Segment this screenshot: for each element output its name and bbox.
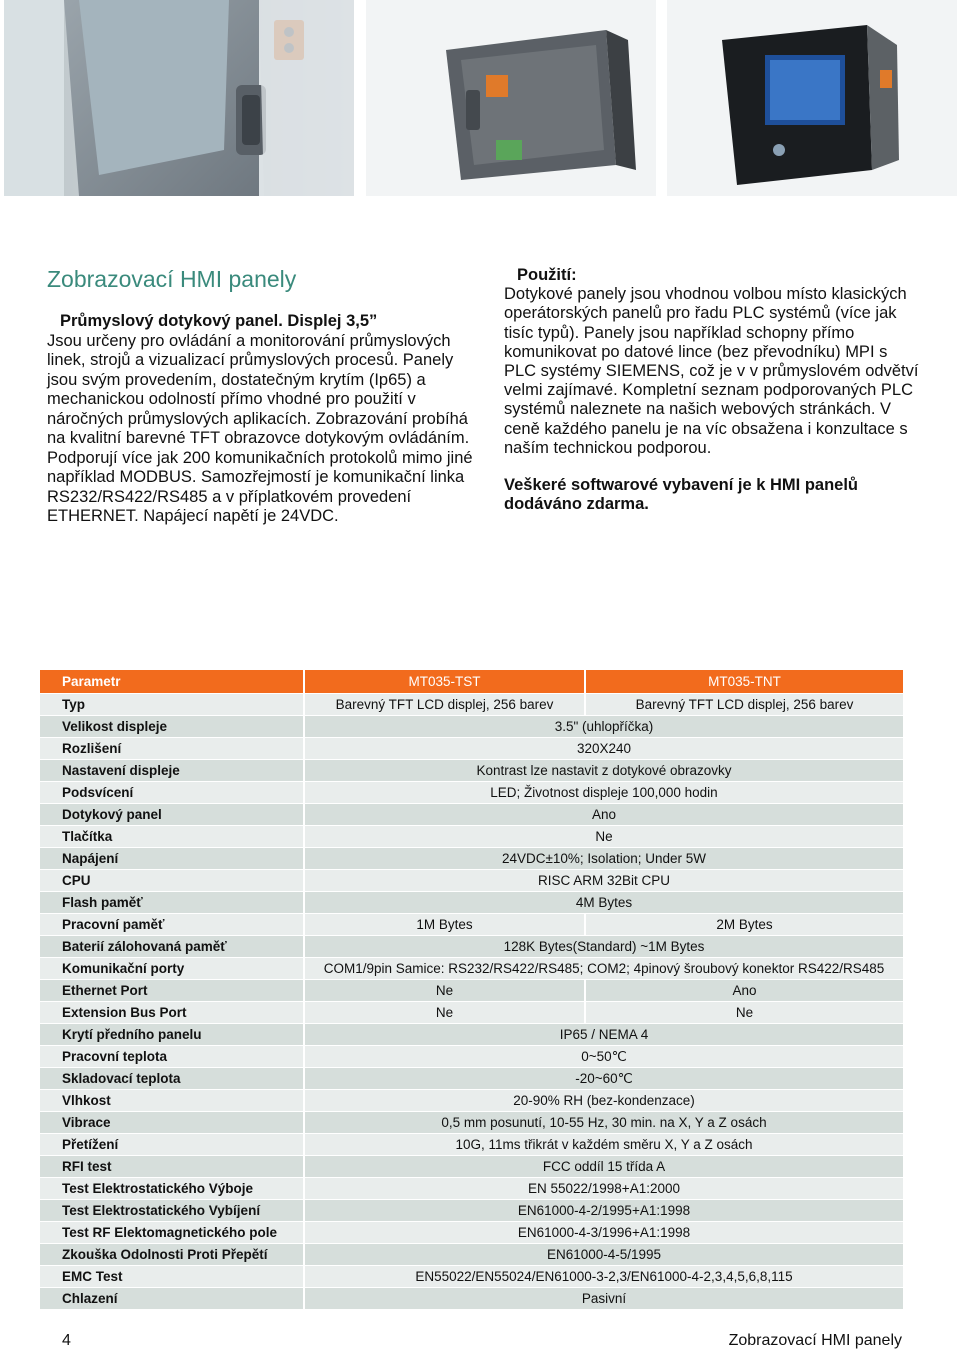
table-row — [40, 1244, 904, 1266]
parameter-value: -20~60℃ — [304, 1068, 904, 1090]
hmi-panel-side-photo — [4, 0, 354, 196]
table-row — [40, 826, 904, 848]
parameter-label: RFI test — [40, 1156, 304, 1178]
parameter-value: Ne — [585, 1002, 904, 1024]
page-title: Zobrazovací HMI panely — [47, 266, 297, 292]
parameter-value: EN55022/EN55024/EN61000-3-2,3/EN61000-4-2,3,4,5,6,8,115 — [304, 1266, 904, 1288]
table-row — [40, 980, 904, 1002]
parameter-label: Rozlišení — [40, 738, 304, 760]
table-row — [40, 958, 904, 980]
table-row — [40, 738, 904, 760]
parameter-label: Typ — [40, 694, 304, 716]
header-cell: MT035-TST — [304, 670, 585, 694]
table-row — [40, 1288, 904, 1310]
parameter-value: Ne — [304, 980, 585, 1002]
parameter-value: Kontrast lze nastavit z dotykové obrazovky — [304, 760, 904, 782]
table-row — [40, 694, 904, 716]
table-row — [40, 1200, 904, 1222]
table-row — [40, 1024, 904, 1046]
hmi-panel-back-photo — [366, 0, 656, 196]
parameter-label: Flash paměť — [40, 892, 304, 914]
table-row — [40, 1002, 904, 1024]
parameter-value: IP65 / NEMA 4 — [304, 1024, 904, 1046]
parameter-value: Barevný TFT LCD displej, 256 barev — [304, 694, 585, 716]
parameter-label: CPU — [40, 870, 304, 892]
parameter-value: Ne — [304, 1002, 585, 1024]
parameter-value: EN 55022/1998+A1:2000 — [304, 1178, 904, 1200]
parameter-value: LED; Životnost displeje 100,000 hodin — [304, 782, 904, 804]
parameter-label: Pracovní teplota — [40, 1046, 304, 1068]
parameter-value: 24VDC±10%; Isolation; Under 5W — [304, 848, 904, 870]
parameter-label: Extension Bus Port — [40, 1002, 304, 1024]
header-cell: MT035-TNT — [585, 670, 904, 694]
parameter-label: Skladovací teplota — [40, 1068, 304, 1090]
parameter-value: 0,5 mm posunutí, 10-55 Hz, 30 min. na X, Y a Z osách — [304, 1112, 904, 1134]
parameter-label: Tlačítka — [40, 826, 304, 848]
table-row — [40, 848, 904, 870]
parameter-label: Chlazení — [40, 1288, 304, 1310]
parameter-value: 2M Bytes — [585, 914, 904, 936]
parameter-value: Ano — [304, 804, 904, 826]
table-header — [40, 670, 904, 694]
parameter-label: Podsvícení — [40, 782, 304, 804]
parameter-value: 10G, 11ms třikrát v každém směru X, Y a Z osách — [304, 1134, 904, 1156]
table-row — [40, 936, 904, 958]
parameter-value: Barevný TFT LCD displej, 256 barev — [585, 694, 904, 716]
spec-table — [40, 670, 905, 1310]
footer-title: Zobrazovací HMI panely — [728, 1332, 902, 1349]
table-row — [40, 1068, 904, 1090]
parameter-label: Dotykový panel — [40, 804, 304, 826]
parameter-label: Krytí předního panelu — [40, 1024, 304, 1046]
table-row — [40, 1134, 904, 1156]
table-row — [40, 1046, 904, 1068]
parameter-label: Zkouška Odolnosti Proti Přepětí — [40, 1244, 304, 1266]
parameter-value: EN61000-4-5/1995 — [304, 1244, 904, 1266]
table-row — [40, 1156, 904, 1178]
table-row — [40, 1112, 904, 1134]
parameter-label: EMC Test — [40, 1266, 304, 1288]
parameter-value: FCC oddíl 15 třída A — [304, 1156, 904, 1178]
usage-text — [504, 266, 924, 514]
parameter-value: 20-90% RH (bez-kondenzace) — [304, 1090, 904, 1112]
parameter-value: Pasivní — [304, 1288, 904, 1310]
parameter-label: Velikost displeje — [40, 716, 304, 738]
parameter-value: EN61000-4-3/1996+A1:1998 — [304, 1222, 904, 1244]
parameter-label: Test Elektrostatického Výboje — [40, 1178, 304, 1200]
parameter-label: Vibrace — [40, 1112, 304, 1134]
parameter-label: Pracovní paměť — [40, 914, 304, 936]
parameter-value: 4M Bytes — [304, 892, 904, 914]
table-row — [40, 782, 904, 804]
intro-body: Jsou určeny pro ovládání a monitorování průmyslových linek, strojů a vizualizací průmyslových procesů. Panely jsou svým provedením, dostatečným krytím (Ip65) a mechanickou odolností přímo vhodné pro použití v náročných průmyslových aplikacích. Zobrazování probíhá na kvalitní barevné TFT obrazovce dotykovým ovládáním. Podporují více jak 200 komunikačních protokolů mimo jiné například MODBUS. Samozřejmostí je komunikační linka RS232/RS422/RS485 a v příplatkovém provedení ETHERNET. Napájecí napětí je 24VDC. — [47, 331, 473, 525]
software-note: Veškeré softwarové vybavení je k HMI panelů dodáváno zdarma. — [504, 476, 858, 514]
usage-body: Dotykové panely jsou vhodnou volbou místo klasických operátorských panelů pro řadu PLC systémů (více jak tisíc typů). Panely jsou například schopny přímo komunikovat po datové lince (bez převodníku) MPI s PLC systémy SIEMENS, což je v v průmyslovém odvětví velmi zajímavé. Kompletní seznam podporovaných PLC systémů naleznete na našich webových stránkách. V ceně každého panelu je na víc obsažena i konzultace s naším technickou podporou. — [504, 285, 919, 457]
parameter-label: Nastavení displeje — [40, 760, 304, 782]
parameter-value: Ne — [304, 826, 904, 848]
table-row — [40, 1090, 904, 1112]
table-row — [40, 870, 904, 892]
parameter-label: Ethernet Port — [40, 980, 304, 1002]
parameter-value: RISC ARM 32Bit CPU — [304, 870, 904, 892]
parameter-label: Komunikační porty — [40, 958, 304, 980]
parameter-value: 3.5" (uhlopříčka) — [304, 716, 904, 738]
table-row — [40, 760, 904, 782]
parameter-label: Test Elektrostatického Vybíjení — [40, 1200, 304, 1222]
table-row — [40, 1266, 904, 1288]
parameter-value: 0~50℃ — [304, 1046, 904, 1068]
usage-heading: Použití: — [517, 266, 577, 284]
parameter-value: Ano — [585, 980, 904, 1002]
parameter-label: Napájení — [40, 848, 304, 870]
parameter-label: Baterií zálohovaná paměť — [40, 936, 304, 958]
parameter-value: 1M Bytes — [304, 914, 585, 936]
hmi-panel-front-photo — [667, 0, 957, 196]
parameter-label: Vlhkost — [40, 1090, 304, 1112]
table-row — [40, 804, 904, 826]
parameter-label: Přetížení — [40, 1134, 304, 1156]
page-number: 4 — [62, 1332, 71, 1349]
table-row — [40, 716, 904, 738]
parameter-label: Test RF Elektomagnetického pole — [40, 1222, 304, 1244]
intro-text — [47, 312, 487, 527]
parameter-value: EN61000-4-2/1995+A1:1998 — [304, 1200, 904, 1222]
table-row — [40, 1222, 904, 1244]
table-row — [40, 914, 904, 936]
header-cell: Parametr — [40, 670, 304, 694]
parameter-value: 128K Bytes(Standard) ~1M Bytes — [304, 936, 904, 958]
intro-lead: Průmyslový dotykový panel. Displej 3,5” — [60, 312, 378, 330]
table-row — [40, 892, 904, 914]
parameter-value: 320X240 — [304, 738, 904, 760]
table-row — [40, 1178, 904, 1200]
parameter-value: COM1/9pin Samice: RS232/RS422/RS485; COM2; 4pinový šroubový konektor RS422/RS485 — [304, 958, 904, 980]
